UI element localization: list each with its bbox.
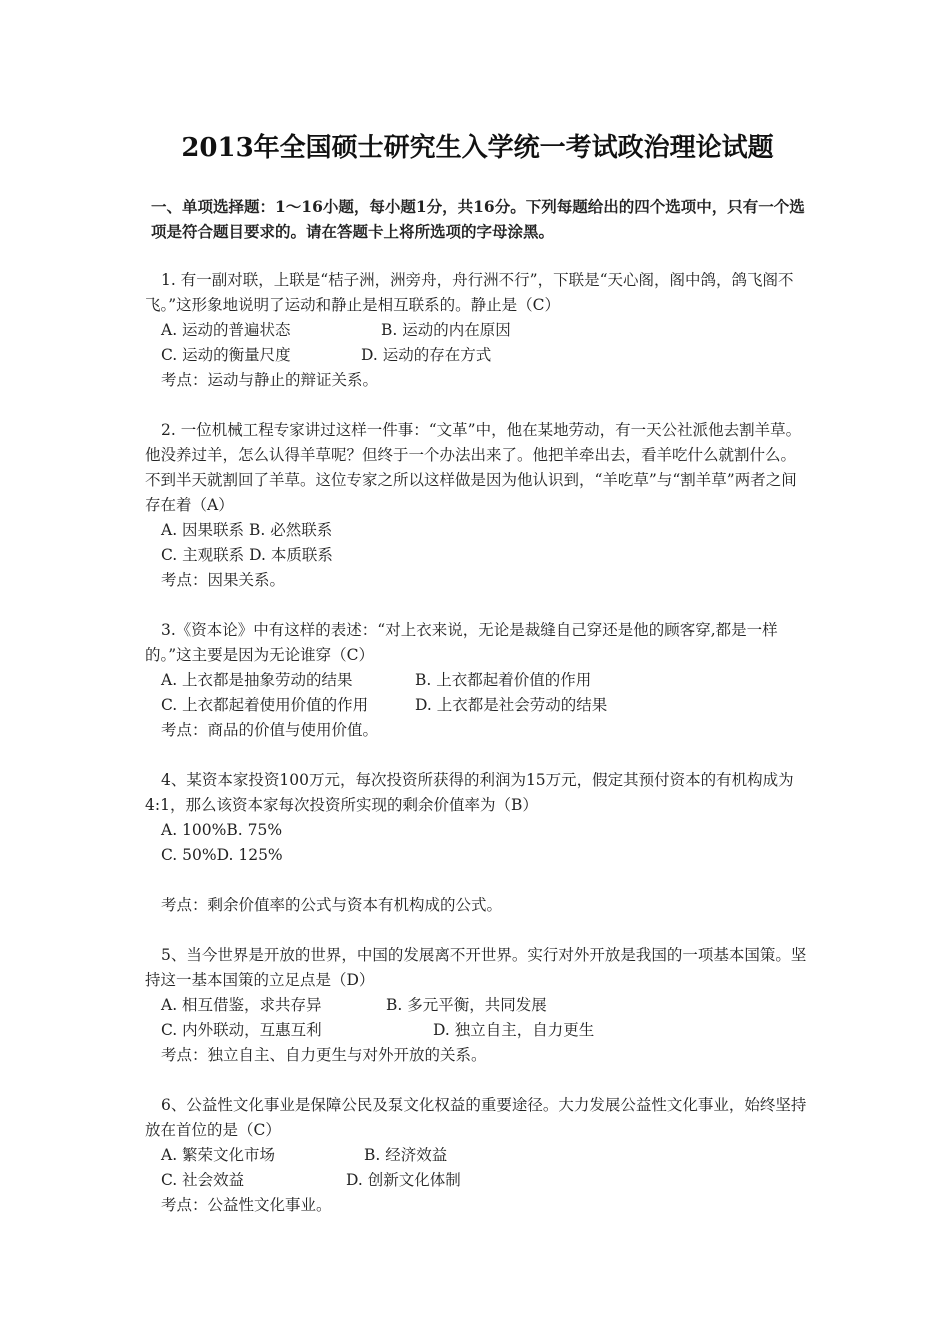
- option-d: D. 上衣都是社会劳动的结果: [415, 696, 608, 714]
- question-stem: 5、当今世界是开放的世界，中国的发展离不开世界。实行对外开放是我国的一项基本国策。坚持这一基本国策的立足点是（D）: [145, 946, 807, 989]
- option-b: B. 上衣都起着价值的作用: [415, 671, 592, 689]
- option-row: [145, 993, 810, 1018]
- option-d: D. 运动的存在方式: [361, 346, 492, 364]
- option-row: [145, 693, 810, 718]
- blank-line: [145, 868, 810, 893]
- option-b: B. 经济效益: [364, 1146, 448, 1164]
- option-row: [145, 543, 810, 568]
- option-row: [145, 318, 810, 343]
- document-page: [145, 128, 810, 1243]
- question-4: [145, 768, 810, 918]
- question-3: [145, 618, 810, 743]
- option-a: A. 繁荣文化市场: [161, 1146, 276, 1164]
- option-row: [145, 343, 810, 368]
- option-row: [145, 668, 810, 693]
- question-stem: 3.《资本论》中有这样的表述：“对上衣来说，无论是裁缝自己穿还是他的顾客穿,都是一样的。”这主要是因为无论谁穿（C）: [145, 621, 778, 664]
- option-row: [145, 1143, 810, 1168]
- option-a: A. 相互借鉴，求共存异: [161, 996, 322, 1014]
- question-5: [145, 943, 810, 1068]
- option-d: D. 独立自主，自力更生: [433, 1021, 595, 1039]
- page-title: 2013年全国硕士研究生入学统一考试政治理论试题: [181, 133, 774, 163]
- option-c: C. 内外联动，互惠互利: [161, 1021, 322, 1039]
- key-point: 考点：因果关系。: [161, 571, 286, 589]
- question-stem: 6、公益性文化事业是保障公民及泵文化权益的重要途径。大力发展公益性文化事业，始终坚持放在首位的是（C）: [145, 1096, 807, 1139]
- option-b: B. 运动的内在原因: [381, 321, 511, 339]
- option-row: [145, 818, 810, 843]
- option-c: C. 上衣都起着使用价值的作用: [161, 696, 369, 714]
- question-6: [145, 1093, 810, 1218]
- key-point: 考点：公益性文化事业。: [161, 1196, 332, 1214]
- options-cd: C. 主观联系 D. 本质联系: [161, 546, 333, 564]
- key-point: 考点：独立自主、自力更生与对外开放的关系。: [161, 1046, 487, 1064]
- option-row: [145, 1168, 810, 1193]
- option-row: [145, 518, 810, 543]
- options-ab: A. 100%B. 75%: [161, 821, 283, 839]
- key-point: 考点：剩余价值率的公式与资本有机构成的公式。: [161, 896, 503, 914]
- option-a: A. 上衣都是抽象劳动的结果: [161, 671, 353, 689]
- option-d: D. 创新文化体制: [346, 1171, 461, 1189]
- option-a: A. 运动的普遍状态: [161, 321, 291, 339]
- option-row: [145, 843, 810, 868]
- section-header: 一、单项选择题：1～16小题，每小题1分，共16分。下列每题给出的四个选项中，只有一个选项是符合题目要求的。请在答题卡上将所选项的字母涂黑。: [151, 197, 805, 241]
- options-ab: A. 因果联系 B. 必然联系: [161, 521, 333, 539]
- question-stem: 4、某资本家投资100万元，每次投资所获得的利润为15万元，假定其预付资本的有机构成为4:1，那么该资本家每次投资所实现的剩余价值率为（B）: [145, 771, 794, 814]
- question-stem: 1. 有一副对联，上联是“桔子洲，洲旁舟，舟行洲不行”，下联是“天心阁，阁中鸽，鸽飞阁不飞。”这形象地说明了运动和静止是相互联系的。静止是（C）: [145, 271, 794, 314]
- option-c: C. 运动的衡量尺度: [161, 346, 291, 364]
- question-2: [145, 418, 810, 593]
- option-b: B. 多元平衡，共同发展: [386, 996, 547, 1014]
- question-stem: 2. 一位机械工程专家讲过这样一件事：“文革”中，他在某地劳动，有一天公社派他去割羊草。他没养过羊，怎么认得羊草呢？但终于一个办法出来了。他把羊牵出去，看羊吃什么就割什么。不到半天就割回了羊草。这位专家之所以这样做是因为他认识到，“羊吃草”与“割羊草”两者之间存在着（A）: [145, 421, 802, 514]
- question-1: [145, 268, 810, 393]
- key-point: 考点：运动与静止的辩证关系。: [161, 371, 379, 389]
- key-point: 考点：商品的价值与使用价值。: [161, 721, 379, 739]
- options-cd: C. 50%D. 125%: [161, 846, 283, 864]
- option-row: [145, 1018, 810, 1043]
- option-c: C. 社会效益: [161, 1171, 245, 1189]
